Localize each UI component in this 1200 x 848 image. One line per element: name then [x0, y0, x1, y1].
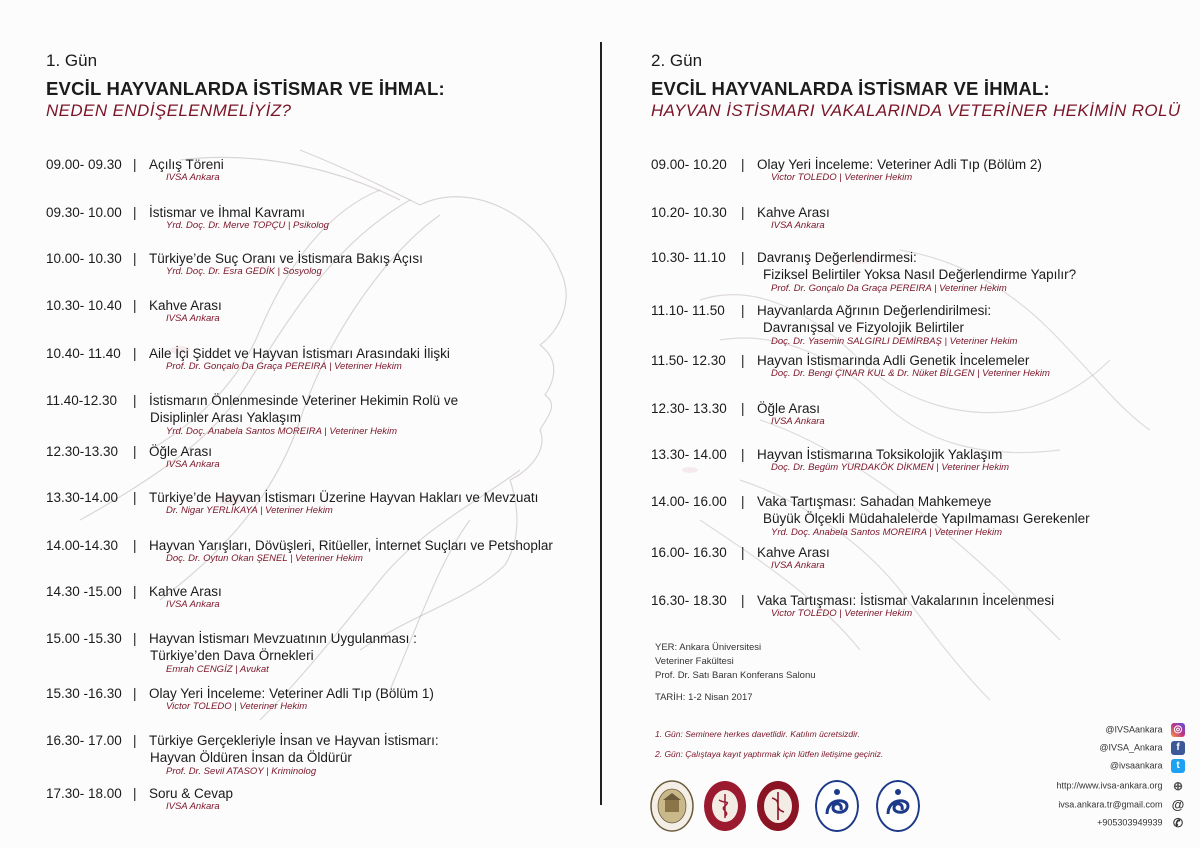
session-speaker: Emrah CENGİZ | Avukat: [166, 664, 269, 675]
facebook-handle: @IVSA_Ankara: [1099, 742, 1163, 753]
phone-icon: ✆: [1172, 816, 1184, 830]
session-time: 12.30- 13.30: [651, 401, 727, 416]
time-separator: |: [133, 490, 137, 505]
venue-line-1: YER: Ankara Üniversitesi: [655, 642, 762, 653]
time-separator: |: [741, 545, 745, 560]
session-time: 11.40-12.30: [46, 393, 118, 408]
day-2-title: EVCİL HAYVANLARDA İSTİSMAR VE İHMAL:: [651, 78, 1050, 99]
session-speaker: Victor TOLEDO | Veteriner Hekim: [771, 172, 913, 183]
email-address: ivsa.ankara.tr@gmail.com: [1058, 799, 1163, 810]
session-speaker: Doç. Dr. Bengi ÇINAR KUL & Dr. Nüket BİLGEN | Veteriner Hekim: [771, 368, 1050, 379]
session-title: İstismar ve İhmal Kavramı: [149, 205, 306, 220]
session-title-line-2: Büyük Ölçekli Müdahalelerde Yapılmaması Gerekenler: [763, 511, 1090, 526]
session-time: 12.30-13.30: [46, 444, 119, 459]
ivsa-logo: [815, 780, 859, 832]
twitter-contact[interactable]: [1110, 759, 1185, 773]
session-speaker: Yrd. Doç. Dr. Esra GEDİK | Sosyolog: [166, 266, 322, 277]
session-title-line-2: Fiziksel Belirtiler Yoksa Nasıl Değerlendirme Yapılır?: [763, 267, 1077, 282]
time-separator: |: [133, 346, 137, 361]
day-2-subtitle: HAYVAN İSTİSMARI VAKALARINDA VETERİNER HEKİMİN ROLÜ: [651, 101, 1181, 120]
session-time: 16.30- 17.00: [46, 733, 122, 748]
session-time: 15.30 -16.30: [46, 686, 122, 701]
twitter-handle: @ivsaankara: [1109, 760, 1163, 771]
session-title: İstismarın Önlenmesinde Veteriner Hekimin Rolü ve: [149, 393, 459, 408]
instagram-icon: ◎: [1171, 723, 1185, 737]
time-separator: |: [133, 786, 137, 801]
event-date: TARİH: 1-2 Nisan 2017: [655, 692, 753, 703]
session-speaker: IVSA Ankara: [166, 599, 220, 610]
email-contact[interactable]: [1058, 798, 1185, 812]
session-title-line-2: Disiplinler Arası Yaklaşım: [150, 410, 302, 425]
session-time: 14.00- 16.00: [651, 494, 727, 509]
session-title: Türkiye’de Hayvan İstismarı Üzerine Hayvan Hakları ve Mevzuatı: [149, 490, 539, 505]
session-title: Açılış Töreni: [149, 157, 224, 172]
day-1-subtitle: NEDEN ENDİŞELENMELİYİZ?: [46, 101, 292, 120]
session-title: Olay Yeri İnceleme: Veteriner Adli Tıp (Bölüm 1): [149, 686, 434, 701]
session-speaker: Dr. Nigar YERLİKAYA | Veteriner Hekim: [166, 505, 333, 516]
session-speaker: Doç. Dr. Yasemin SALGIRLI DEMİRBAŞ | Veteriner Hekim: [771, 336, 1018, 347]
session-title: Aile İçi Şiddet ve Hayvan İstismarı Arasındaki İlişki: [149, 346, 450, 361]
session-speaker: IVSA Ankara: [166, 172, 220, 183]
session-time: 14.00-14.30: [46, 538, 119, 553]
column-divider: [600, 42, 602, 805]
day-2-label: 2. Gün: [651, 51, 703, 70]
session-title: Hayvan İstismarında Adli Genetik İncelemeler: [757, 353, 1030, 368]
session-title-line-2: Türkiye’den Dava Örnekleri: [150, 648, 314, 663]
time-separator: |: [741, 494, 745, 509]
time-separator: |: [133, 584, 137, 599]
session-time: 15.00 -15.30: [46, 631, 122, 646]
session-speaker: Prof. Dr. Sevil ATASOY | Kriminolog: [166, 766, 317, 777]
time-separator: |: [133, 205, 137, 220]
session-title: Kahve Arası: [757, 545, 830, 560]
session-title: Hayvan Yarışları, Dövüşleri, Ritüeller, İnternet Suçları ve Petshoplar: [149, 538, 553, 553]
session-speaker: Doç. Dr. Begüm YURDAKÖK DİKMEN | Veteriner Hekim: [771, 462, 1010, 473]
session-time: 10.40- 11.40: [46, 346, 121, 361]
ankara-university-seal-logo: [650, 780, 694, 832]
session-time: 14.30 -15.00: [46, 584, 122, 599]
note-day-2: 2. Gün: Çalıştaya kayıt yaptırmak için lütfen iletişime geçiniz.: [655, 749, 884, 759]
veterinary-faculty-logo: [703, 780, 747, 832]
session-title: Hayvanlarda Ağrının Değerlendirilmesi:: [757, 303, 992, 318]
faculty-caduceus-logo: [756, 780, 800, 832]
session-time: 09.00- 10.20: [651, 157, 727, 172]
session-time: 13.30- 14.00: [651, 447, 727, 462]
session-time: 09.00- 09.30: [46, 157, 122, 172]
ivsa-ankara-logo: [876, 780, 920, 832]
time-separator: |: [133, 686, 137, 701]
session-title: Soru & Cevap: [149, 786, 234, 801]
session-speaker: IVSA Ankara: [166, 459, 220, 470]
time-separator: |: [741, 303, 745, 318]
session-speaker: Victor TOLEDO | Veteriner Hekim: [166, 701, 308, 712]
time-separator: |: [741, 353, 745, 368]
session-speaker: Doç. Dr. Oytun Okan ŞENEL | Veteriner Hekim: [166, 553, 363, 564]
globe-icon: ⊕: [1172, 779, 1184, 793]
session-speaker: IVSA Ankara: [166, 801, 220, 812]
time-separator: |: [133, 393, 137, 408]
session-speaker: Prof. Dr. Gonçalo Da Graça PEREIRA | Veteriner Hekim: [771, 283, 1007, 294]
time-separator: |: [133, 298, 137, 313]
session-title-line-2: Davranışsal ve Fizyolojik Belirtiler: [763, 320, 965, 335]
session-title: Öğle Arası: [149, 444, 213, 459]
session-time: 13.30-14.00: [46, 490, 119, 505]
time-separator: |: [133, 538, 137, 553]
session-speaker: IVSA Ankara: [771, 560, 825, 571]
session-speaker: Victor TOLEDO | Veteriner Hekim: [771, 608, 913, 619]
session-title: Hayvan İstismarına Toksikolojik Yaklaşım: [757, 447, 1003, 462]
instagram-contact[interactable]: [1105, 723, 1185, 737]
session-time: 10.00- 10.30: [46, 251, 122, 266]
session-time: 11.10- 11.50: [651, 303, 725, 318]
session-speaker: IVSA Ankara: [771, 416, 825, 427]
session-title: Vaka Tartışması: İstismar Vakalarının İncelenmesi: [757, 593, 1055, 608]
session-title: Öğle Arası: [757, 401, 821, 416]
time-separator: |: [741, 401, 745, 416]
session-time: 11.50- 12.30: [651, 353, 726, 368]
website-contact[interactable]: [1056, 779, 1185, 793]
session-title: Türkiye’de Suç Oranı ve İstismara Bakış Açısı: [149, 251, 423, 266]
session-time: 10.20- 10.30: [651, 205, 727, 220]
venue-line-3: Prof. Dr. Satı Baran Konferans Salonu: [655, 670, 816, 681]
phone-contact[interactable]: [1097, 816, 1185, 830]
session-time: 17.30- 18.00: [46, 786, 122, 801]
day-1-title: EVCİL HAYVANLARDA İSTİSMAR VE İHMAL:: [46, 78, 445, 99]
time-separator: |: [133, 733, 137, 748]
facebook-icon: f: [1171, 741, 1185, 755]
session-title: Türkiye Gerçekleriyle İnsan ve Hayvan İstismarı:: [149, 733, 439, 748]
session-title: Davranış Değerlendirmesi:: [757, 250, 917, 265]
session-title: Kahve Arası: [149, 298, 222, 313]
session-speaker: IVSA Ankara: [166, 313, 220, 324]
session-time: 16.00- 16.30: [651, 545, 727, 560]
facebook-contact[interactable]: [1099, 741, 1185, 755]
session-speaker: Yrd. Doç. Anabela Santos MOREIRA | Veteriner Hekim: [771, 527, 1003, 538]
time-separator: |: [741, 593, 745, 608]
time-separator: |: [741, 157, 745, 172]
session-speaker: Yrd. Doç. Dr. Merve TOPÇU | Psikolog: [166, 220, 329, 231]
session-title: Olay Yeri İnceleme: Veteriner Adli Tıp (Bölüm 2): [757, 157, 1042, 172]
venue-line-2: Veteriner Fakültesi: [655, 656, 734, 667]
time-separator: |: [133, 157, 137, 172]
session-speaker: Prof. Dr. Gonçalo Da Graça PEREIRA | Veteriner Hekim: [166, 361, 402, 372]
session-title: Vaka Tartışması: Sahadan Mahkemeye: [757, 494, 992, 509]
day-1-label: 1. Gün: [46, 51, 98, 70]
time-separator: |: [133, 631, 137, 646]
session-speaker: Yrd. Doç. Anabela Santos MOREIRA | Veteriner Hekim: [166, 426, 398, 437]
session-time: 09.30- 10.00: [46, 205, 122, 220]
time-separator: |: [741, 447, 745, 462]
time-separator: |: [133, 444, 137, 459]
instagram-handle: @IVSAankara: [1105, 724, 1163, 735]
at-icon: @: [1171, 797, 1185, 812]
session-title: Kahve Arası: [757, 205, 830, 220]
time-separator: |: [741, 250, 745, 265]
phone-number: +905303949939: [1097, 817, 1163, 828]
twitter-icon: t: [1171, 759, 1185, 773]
website-url: http://www.ivsa-ankara.org: [1056, 780, 1163, 791]
session-title: Hayvan İstismarı Mevzuatının Uygulanması :: [149, 631, 417, 646]
time-separator: |: [133, 251, 137, 266]
session-time: 16.30- 18.30: [651, 593, 727, 608]
note-day-1: 1. Gün: Seminere herkes davetlidir. Katılım ücretsizdir.: [655, 729, 860, 739]
session-title: Kahve Arası: [149, 584, 222, 599]
session-title-line-2: Hayvan Öldüren İnsan da Öldürür: [150, 750, 352, 765]
time-separator: |: [741, 205, 745, 220]
session-speaker: IVSA Ankara: [771, 220, 825, 231]
session-time: 10.30- 10.40: [46, 298, 122, 313]
session-time: 10.30- 11.10: [651, 250, 726, 265]
